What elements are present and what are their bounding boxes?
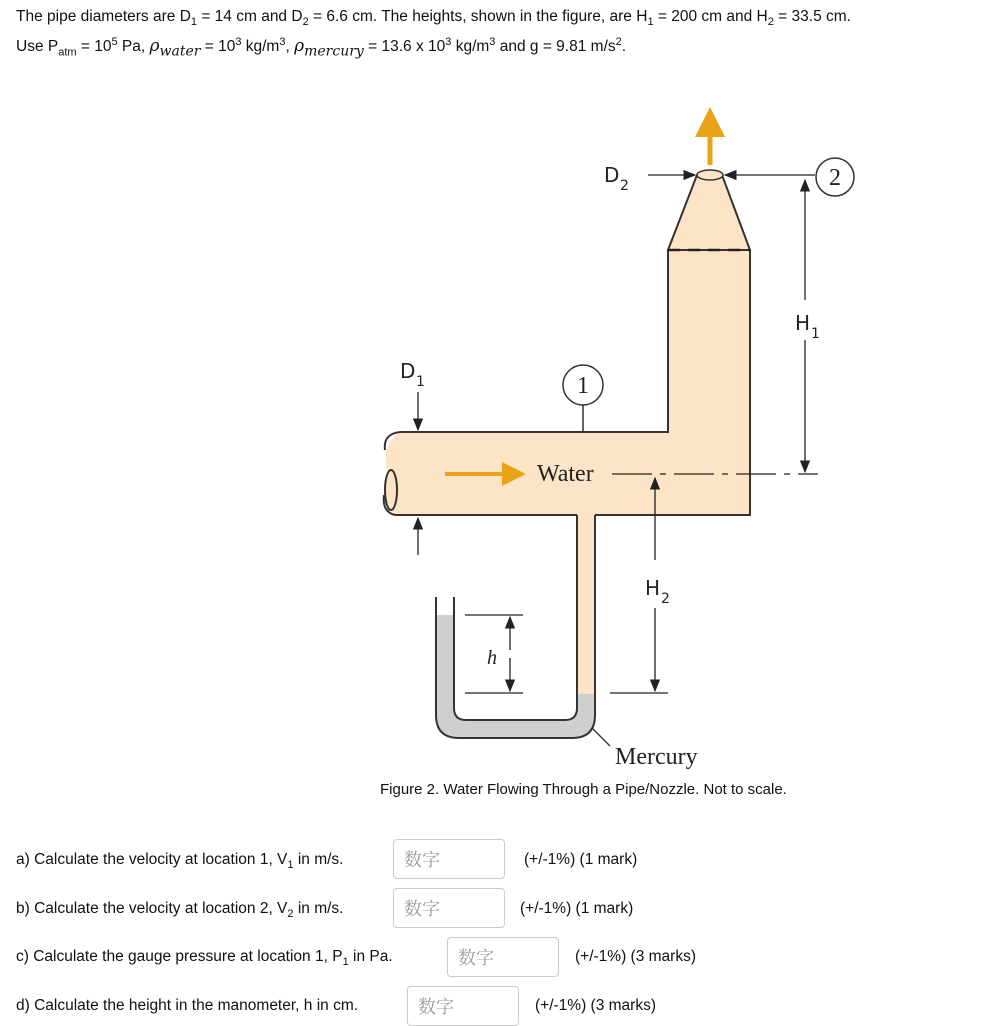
- answer-b-input[interactable]: 数字: [393, 888, 505, 928]
- figure-caption: Figure 2. Water Flowing Through a Pipe/Nozzle. Not to scale.: [380, 781, 787, 798]
- manometer-water: [577, 515, 595, 694]
- svg-text:2: 2: [661, 591, 670, 607]
- svg-text:D: D: [604, 163, 620, 187]
- answer-a-input[interactable]: 数字: [393, 839, 505, 879]
- answer-c-input[interactable]: 数字: [447, 937, 559, 977]
- svg-text:2: 2: [620, 178, 629, 194]
- problem-line-1: The pipe diameters are $D_1 = 14$ cm and $D_2 = 6.6$ cm. The heights, shown in the figure, are $H_1 = 200$ cm and $H_2 = 33.5$ cm.: [16, 8, 851, 29]
- question-c-label: c) Calculate the gauge pressure at location 1, $P_1$ in Pa.: [16, 948, 393, 969]
- question-a-label: a) Calculate the velocity at location 1, $V_1$ in m/s.: [16, 851, 344, 872]
- nozzle: [668, 175, 750, 250]
- svg-text:Water: Water: [537, 461, 594, 487]
- svg-text:1: 1: [577, 373, 589, 399]
- svg-text:1: 1: [811, 326, 820, 342]
- question-d-label: d) Calculate the height in the manometer, h in cm.: [16, 997, 359, 1014]
- svg-text:2: 2: [829, 165, 841, 191]
- question-c-tolerance: (+/-1%) (3 marks): [575, 948, 696, 965]
- question-d-tolerance: (+/-1%) (3 marks): [535, 997, 656, 1014]
- question-b-label: b) Calculate the velocity at location 2, $V_2$ in m/s.: [16, 900, 344, 921]
- answer-d-input[interactable]: 数字: [407, 986, 519, 1026]
- svg-text:1: 1: [416, 374, 425, 390]
- svg-text:Mercury: Mercury: [615, 744, 698, 770]
- svg-text:h: h: [487, 647, 497, 669]
- problem-line-2: Use $P_{atm} = 10^5$ Pa, $\rho_{water} = 10^3$ $kg/m^3$, $\rho_{mercury} = 13.6$ x $10^3$ $kg/m^3$ and g = 9.81 $m/s^2$.: [16, 36, 627, 60]
- svg-text:H: H: [645, 576, 661, 600]
- svg-text:D: D: [400, 359, 416, 383]
- question-a-tolerance: (+/-1%) (1 mark): [524, 851, 638, 868]
- svg-text:H: H: [795, 311, 811, 335]
- question-b-tolerance: (+/-1%) (1 mark): [520, 900, 634, 917]
